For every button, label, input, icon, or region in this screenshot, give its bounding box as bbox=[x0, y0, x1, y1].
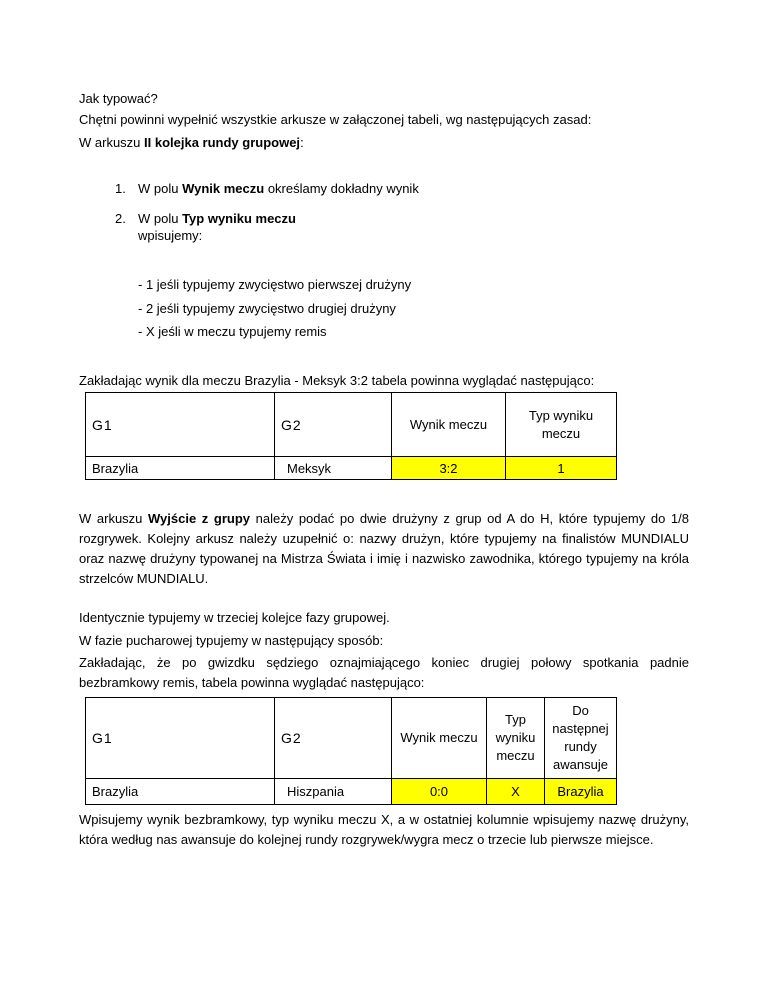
exit-paragraph bbox=[79, 509, 689, 589]
header-result-type: Typ wyniku meczu bbox=[487, 698, 545, 779]
final-paragraph: Wpisujemy wynik bezbramkowy, typ wyniku meczu X, a w ostatniej kolumnie wpisujemy nazwę drużyny, która według nas awansuje do kolejnej rundy rozgrywek/wygra mecz o trzecie lub pierwsze miejsce. bbox=[79, 812, 689, 847]
header-g1: G1 bbox=[86, 698, 275, 779]
text: W polu bbox=[138, 181, 183, 196]
assumption-paragraph: Zakładając, że po gwizdku sędziego oznajmiającego koniec drugiej połowy spotkania padnie bezbramkowy remis, tabela powinna wyglądać następująco: bbox=[79, 655, 689, 690]
cell-result-type: 1 bbox=[506, 457, 617, 480]
header-result-type: Typ wyniku meczu bbox=[506, 393, 617, 457]
text: określamy dokładny wynik bbox=[264, 181, 419, 196]
field-name: Wynik meczu bbox=[182, 181, 265, 196]
cell-advances: Brazylia bbox=[545, 779, 617, 805]
header-g2: G2 bbox=[275, 393, 392, 457]
table-header-row bbox=[86, 393, 617, 457]
table-row bbox=[86, 457, 617, 480]
text: W polu bbox=[138, 211, 183, 226]
option-1: - 1 jeśli typujemy zwycięstwo pierwszej drużyny bbox=[138, 277, 412, 292]
third-round-line: Identycznie typujemy w trzeciej kolejce fazy grupowej. bbox=[79, 610, 390, 625]
header-g2: G2 bbox=[275, 698, 392, 779]
cell-result-type: X bbox=[487, 779, 545, 805]
cell-team1: Brazylia bbox=[86, 779, 275, 805]
table-header-row bbox=[86, 698, 617, 779]
sheet-intro-line bbox=[79, 135, 304, 150]
text: W arkuszu bbox=[79, 511, 149, 526]
cell-team2: Meksyk bbox=[275, 457, 392, 480]
cell-result: 0:0 bbox=[392, 779, 487, 805]
header-result: Wynik meczu bbox=[392, 698, 487, 779]
example1-intro: Zakładając wynik dla meczu Brazylia - Meksyk 3:2 tabela powinna wyglądać następująco: bbox=[79, 373, 595, 388]
option-2: - 2 jeśli typujemy zwycięstwo drugiej drużyny bbox=[138, 301, 396, 316]
cell-team2: Hiszpania bbox=[275, 779, 392, 805]
cell-result: 3:2 bbox=[392, 457, 506, 480]
field-name: Typ wyniku meczu bbox=[182, 211, 296, 226]
list-item-2 bbox=[138, 211, 296, 226]
heading: Jak typować? bbox=[79, 91, 158, 106]
text: : bbox=[300, 135, 304, 150]
list-number-2: 2. bbox=[115, 211, 126, 226]
text: należy podać po dwie drużyny z grup od A do H, które typujemy do 1/8 rozgrywek. Kolejny arkusz należy uzupełnić o: nazwy drużyn, które typujemy na finalistów MUNDIALU oraz nazwę drużyny typowanej na Mistrza Świata i imię i nazwisko zawodnika, którego typujemy na króla strzelców MUNDIALU. bbox=[79, 511, 689, 586]
text: W arkuszu bbox=[79, 135, 145, 150]
cup-phase-line: W fazie pucharowej typujemy w następujący sposób: bbox=[79, 633, 384, 648]
cell-team1: Brazylia bbox=[86, 457, 275, 480]
sheet-name: II kolejka rundy grupowej bbox=[144, 135, 301, 150]
sheet-name: Wyjście z grupy bbox=[148, 511, 251, 526]
header-g1: G1 bbox=[86, 393, 275, 457]
intro-line: Chętni powinni wypełnić wszystkie arkusze w załączonej tabeli, wg następujących zasad: bbox=[79, 112, 592, 127]
header-advances: Do następnej rundy awansuje bbox=[545, 698, 617, 779]
option-X: - X jeśli w meczu typujemy remis bbox=[138, 324, 327, 339]
example-table-2 bbox=[85, 697, 617, 805]
list-item-2-cont: wpisujemy: bbox=[138, 228, 203, 243]
example-table-1 bbox=[85, 392, 617, 480]
list-number-1: 1. bbox=[115, 181, 126, 196]
list-item-1 bbox=[138, 181, 419, 196]
header-result: Wynik meczu bbox=[392, 393, 506, 457]
table-row bbox=[86, 779, 617, 805]
